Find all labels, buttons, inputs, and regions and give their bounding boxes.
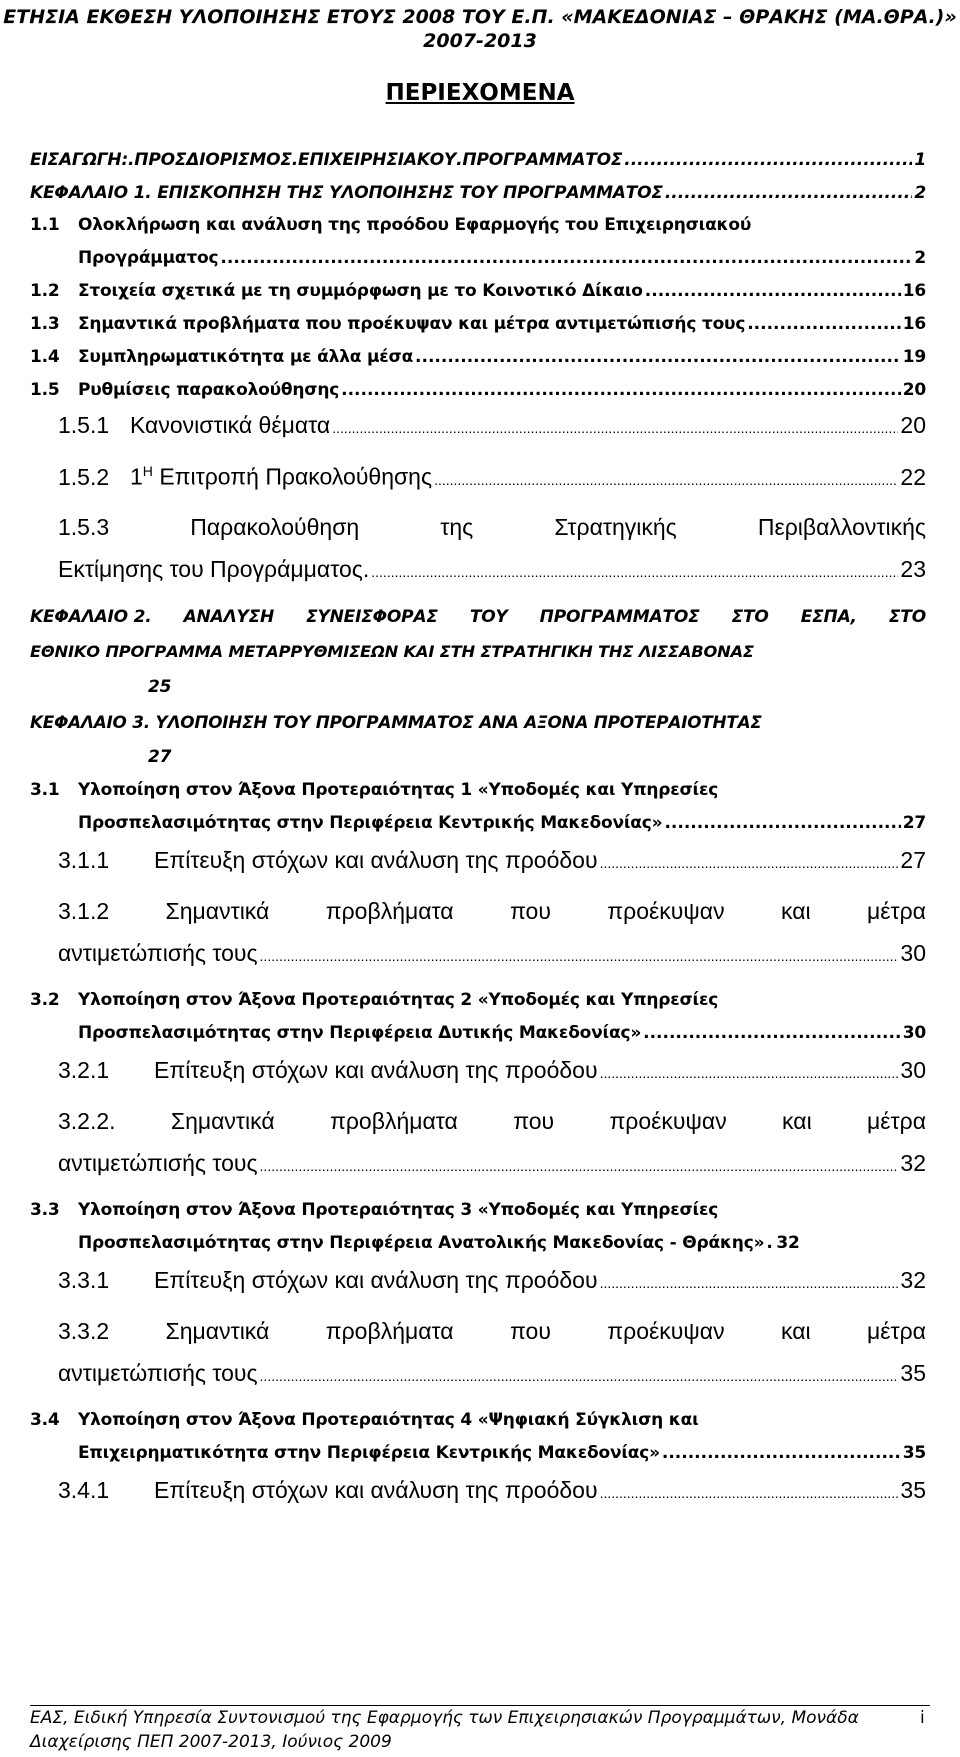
toc-entry-word: που	[509, 1318, 551, 1344]
toc-entry-text: Υλοποίηση στον Άξονα Προτεραιότητας 4 «Ψηφιακή Σύγκλιση και	[78, 1410, 699, 1430]
toc-page-number: 2	[914, 248, 926, 268]
toc-page-number: 20	[900, 412, 926, 438]
toc-entry-3-3-1[interactable]	[58, 1267, 926, 1294]
toc-entry-text: Επιτροπή Πρακολούθησης	[159, 463, 433, 490]
leader-dots	[662, 1443, 901, 1463]
toc-entry-3-4-cont[interactable]	[78, 1443, 926, 1463]
toc-entry-text: Προσπελασιμότητας στην Περιφέρεια Ανατολικής Μακεδονίας - Θράκης»	[78, 1233, 765, 1253]
toc-page-number: 27	[902, 813, 926, 833]
toc-entry-3-1-cont[interactable]	[78, 813, 926, 833]
leader-dots	[260, 940, 899, 967]
toc-page-number: 16	[902, 281, 926, 301]
toc-entry-text: Προγράμματος	[78, 248, 219, 268]
toc-entry-3-1-2-cont[interactable]	[58, 940, 926, 967]
toc-entry-3-3-2-cont[interactable]	[58, 1360, 926, 1387]
toc-entry-prefix: 1	[130, 463, 143, 490]
section-number: 3.3.1	[58, 1267, 110, 1293]
toc-page-number: 32	[776, 1233, 800, 1253]
leader-dots	[600, 1267, 899, 1294]
toc-entry-3-2-cont[interactable]	[78, 1023, 926, 1043]
page-title: ΠΕΡΙΕΧΟΜΕΝΑ	[385, 80, 575, 106]
toc-entry-intro[interactable]	[30, 150, 926, 170]
toc-entry-chapter-2[interactable]	[30, 607, 926, 627]
toc-entry-word: μέτρα	[867, 898, 926, 924]
toc-entry-3-3-2[interactable]	[58, 1318, 926, 1345]
toc-entry-text: ΕΙΣΑΓΩΓΗ:.ΠΡΟΣΔΙΟΡΙΣΜΟΣ.ΕΠΙΧΕΙΡΗΣΙΑΚΟΥ.ΠΡΟΓΡΑΜΜΑΤΟΣ	[30, 150, 623, 170]
leader-dots	[260, 1360, 899, 1387]
toc-entry-3-3-cont[interactable]	[78, 1233, 926, 1253]
section-number: 3.2.2.	[58, 1108, 116, 1134]
toc-entry-1-2[interactable]	[30, 281, 926, 301]
toc-entry-text: Υλοποίηση στον Άξονα Προτεραιότητας 2 «Υποδομές και Υπηρεσίες	[78, 990, 719, 1010]
section-number: 3.3	[30, 1200, 60, 1220]
toc-entry-3-1[interactable]	[30, 780, 718, 800]
section-number: 1.2	[30, 281, 60, 301]
toc-entry-1-5-2[interactable]	[58, 463, 926, 491]
toc-entry-text: Επίτευξη στόχων και ανάλυση της προόδου	[154, 1477, 598, 1503]
leader-dots	[624, 150, 912, 170]
toc-entry-text: Επίτευξη στόχων και ανάλυση της προόδου	[154, 1057, 598, 1083]
toc-entry-superscript: Η	[142, 463, 153, 479]
section-number: 1.5	[30, 380, 60, 400]
toc-entry-word: ΣΤΟ	[888, 607, 926, 627]
toc-entry-text: Εκτίμησης του Προγράμματος.	[58, 556, 370, 582]
toc-page-number: 2	[914, 183, 926, 203]
toc-page-number: 27	[148, 747, 172, 767]
toc-entry-word: Παρακολούθηση	[190, 514, 360, 540]
toc-page-number: 35	[900, 1360, 926, 1386]
leader-dots	[643, 1023, 901, 1043]
toc-page-number: 19	[902, 347, 926, 367]
toc-entry-word: ΑΝΑΛΥΣΗ	[183, 607, 275, 627]
toc-entry-word: Περιβαλλοντικής	[757, 514, 926, 540]
toc-entry-text: Κανονιστικά θέματα	[130, 412, 331, 438]
toc-entry-3-3[interactable]	[30, 1200, 718, 1220]
footer-divider	[30, 1705, 930, 1706]
toc-entry-word: μέτρα	[867, 1108, 926, 1134]
toc-page-number: 20	[902, 380, 926, 400]
toc-entry-text: Ολοκλήρωση και ανάλυση της προόδου Εφαρμογής του Επιχειρησιακού	[78, 215, 752, 235]
toc-page-number: 32	[900, 1267, 926, 1293]
toc-entry-3-4-1[interactable]	[58, 1477, 926, 1504]
toc-entry-3-2-2-cont[interactable]	[58, 1150, 926, 1177]
toc-page-number: 22	[900, 463, 926, 490]
toc-page-number: 27	[900, 847, 926, 873]
toc-entry-word: ΠΡΟΓΡΑΜΜΑΤΟΣ	[539, 607, 700, 627]
section-number: 3.4.1	[58, 1477, 110, 1503]
toc-entry-word: ΣΤΟ	[731, 607, 769, 627]
toc-entry-word: προβλήματα	[325, 898, 454, 924]
toc-entry-word: προέκυψαν	[607, 1318, 725, 1344]
toc-entry-1-5-3[interactable]	[58, 514, 926, 541]
toc-entry-text: Επίτευξη στόχων και ανάλυση της προόδου	[154, 1267, 598, 1293]
toc-page-number: 32	[900, 1150, 926, 1176]
toc-entry-word: προβλήματα	[325, 1318, 454, 1344]
toc-entry-1-1-cont[interactable]	[78, 248, 926, 268]
footer-page-number: i	[920, 1708, 925, 1728]
toc-page-number: 23	[900, 556, 926, 582]
toc-entry-text: Ρυθμίσεις παρακολούθησης	[78, 380, 340, 400]
toc-entry-text: Προσπελασιμότητας στην Περιφέρεια Δυτικής Μακεδονίας»	[78, 1023, 642, 1043]
leader-dots	[332, 412, 898, 439]
leader-dots	[747, 314, 901, 334]
leader-dots	[415, 347, 901, 367]
toc-page-number: 30	[900, 940, 926, 966]
section-number: 3.3.2	[58, 1318, 110, 1344]
toc-entry-word: της	[440, 514, 474, 540]
toc-page-number: 30	[902, 1023, 926, 1043]
toc-entry-word: Σημαντικά	[165, 1318, 270, 1344]
toc-entry-word: Σημαντικά	[165, 898, 270, 924]
toc-entry-word: προέκυψαν	[609, 1108, 727, 1134]
toc-entry-text: Στοιχεία σχετικά με τη συμμόρφωση με το Κοινοτικό Δίκαιο	[78, 281, 643, 301]
leader-dots	[600, 1057, 899, 1084]
toc-entry-text: ΚΕΦΑΛΑΙΟ 1. ΕΠΙΣΚΟΠΗΣΗ ΤΗΣ ΥΛΟΠΟΙΗΣΗΣ ΤΟΥ ΠΡΟΓΡΑΜΜΑΤΟΣ	[30, 183, 663, 203]
footer-line-2: Διαχείρισης ΠΕΠ 2007-2013, Ιούνιος 2009	[30, 1732, 392, 1752]
section-number: 3.4	[30, 1410, 60, 1430]
toc-entry-text: Συμπληρωματικότητα με άλλα μέσα	[78, 347, 414, 367]
toc-entry-chapter-2-cont: ΕΘΝΙΚΟ ΠΡΟΓΡΑΜΜΑ ΜΕΤΑΡΡΥΘΜΙΣΕΩΝ ΚΑΙ ΣΤΗ ΣΤΡΑΤΗΓΙΚΗ ΤΗΣ ΛΙΣΣΑΒΟΝΑΣ	[30, 642, 754, 661]
toc-entry-word: ΕΣΠΑ,	[800, 607, 857, 627]
toc-entry-1-5-1[interactable]	[58, 412, 926, 439]
leader-dots	[260, 1150, 899, 1177]
leader-dots	[665, 183, 913, 203]
toc-entry-1-4[interactable]	[30, 347, 926, 367]
toc-entry-word: ΤΟΥ	[469, 607, 508, 627]
toc-entry-text: Επίτευξη στόχων και ανάλυση της προόδου	[154, 847, 598, 873]
toc-entry-text: Επιχειρηματικότητα στην Περιφέρεια Κεντρικής Μακεδονίας»	[78, 1443, 660, 1463]
leader-dots	[341, 380, 901, 400]
toc-entry-chapter-1[interactable]	[30, 183, 926, 203]
section-number: 1.3	[30, 314, 60, 334]
toc-entry-text: αντιμετώπισής τους	[58, 1150, 258, 1176]
toc-entry-3-1-2[interactable]	[58, 898, 926, 925]
toc-page-number: 25	[148, 677, 172, 697]
toc-entry-text: Σημαντικά προβλήματα που προέκυψαν και μέτρα αντιμετώπισής τους	[78, 314, 746, 334]
section-number: 3.2	[30, 990, 60, 1010]
toc-entry-word: και	[780, 1318, 811, 1344]
toc-entry-3-1-1[interactable]	[58, 847, 926, 874]
toc-page-number: 30	[900, 1057, 926, 1083]
toc-entry-word: μέτρα	[867, 1318, 926, 1344]
section-number: 3.1.1	[58, 847, 110, 873]
toc-entry-chapter-3[interactable]: ΚΕΦΑΛΑΙΟ 3. ΥΛΟΠΟΙΗΣΗ ΤΟΥ ΠΡΟΓΡΑΜΜΑΤΟΣ ΑΝΑ ΑΞΟΝΑ ΠΡΟΤΕΡΑΙΟΤΗΤΑΣ	[30, 712, 762, 732]
leader-dots	[664, 813, 900, 833]
toc-entry-text: αντιμετώπισής τους	[58, 940, 258, 966]
toc-entry-3-2-1[interactable]	[58, 1057, 926, 1084]
leader-dots	[766, 1233, 774, 1253]
toc-entry-word: και	[782, 1108, 812, 1134]
section-number: 3.2.1	[58, 1057, 110, 1083]
leader-dots	[600, 1477, 899, 1504]
toc-entry-3-2[interactable]	[30, 990, 718, 1010]
toc-page-number: 35	[900, 1477, 926, 1503]
leader-dots	[220, 248, 912, 268]
toc-page-number: 1	[914, 150, 926, 170]
section-number: 3.1.2	[58, 898, 110, 924]
section-number: 3.1	[30, 780, 60, 800]
toc-entry-word: Σημαντικά	[170, 1108, 275, 1134]
section-number: 1.5.3	[58, 514, 110, 540]
leader-dots	[371, 556, 898, 583]
toc-entry-word: προβλήματα	[329, 1108, 458, 1134]
leader-dots	[434, 464, 898, 491]
section-number: 1.4	[30, 347, 60, 367]
toc-entry-word: Στρατηγικής	[554, 514, 677, 540]
toc-entry-3-4[interactable]	[30, 1410, 699, 1430]
toc-entry-text: αντιμετώπισής τους	[58, 1360, 258, 1386]
toc-entry-word: που	[513, 1108, 555, 1134]
toc-entry-text: Υλοποίηση στον Άξονα Προτεραιότητας 3 «Υποδομές και Υπηρεσίες	[78, 1200, 719, 1220]
toc-entry-1-3[interactable]	[30, 314, 926, 334]
section-number: 1.5.1	[58, 412, 110, 438]
toc-entry-1-1[interactable]	[30, 215, 751, 235]
section-number: 1.5.2	[58, 463, 110, 490]
toc-entry-word: ΚΕΦΑΛΑΙΟ 2.	[30, 607, 152, 627]
running-header-title: ΕΤΗΣΙΑ ΕΚΘΕΣΗ ΥΛΟΠΟΙΗΣΗΣ ΕΤΟΥΣ 2008 ΤΟΥ Ε.Π. «ΜΑΚΕΔΟΝΙΑΣ – ΘΡΑΚΗΣ (ΜΑ.ΘΡΑ.)»	[3, 6, 957, 28]
leader-dots	[600, 847, 899, 874]
toc-entry-text: Υλοποίηση στον Άξονα Προτεραιότητας 1 «Υποδομές και Υπηρεσίες	[78, 780, 719, 800]
toc-entry-3-2-2[interactable]	[58, 1108, 926, 1135]
toc-entry-word: ΣΥΝΕΙΣΦΟΡΑΣ	[306, 607, 438, 627]
toc-entry-word: προέκυψαν	[607, 898, 725, 924]
toc-entry-word: που	[509, 898, 551, 924]
footer-line-1: ΕΑΣ, Ειδική Υπηρεσία Συντονισμού της Εφαρμογής των Επιχειρησιακών Προγραμμάτων, Μονάδα	[30, 1708, 859, 1728]
running-header-years: 2007-2013	[423, 30, 537, 52]
toc-page-number: 35	[902, 1443, 926, 1463]
toc-entry-word: και	[780, 898, 811, 924]
section-number: 1.1	[30, 215, 60, 235]
toc-page-number: 16	[902, 314, 926, 334]
toc-entry-1-5-3-cont[interactable]	[58, 556, 926, 583]
toc-entry-1-5[interactable]	[30, 380, 926, 400]
toc-entry-text: Προσπελασιμότητας στην Περιφέρεια Κεντρικής Μακεδονίας»	[78, 813, 663, 833]
leader-dots	[645, 281, 901, 301]
